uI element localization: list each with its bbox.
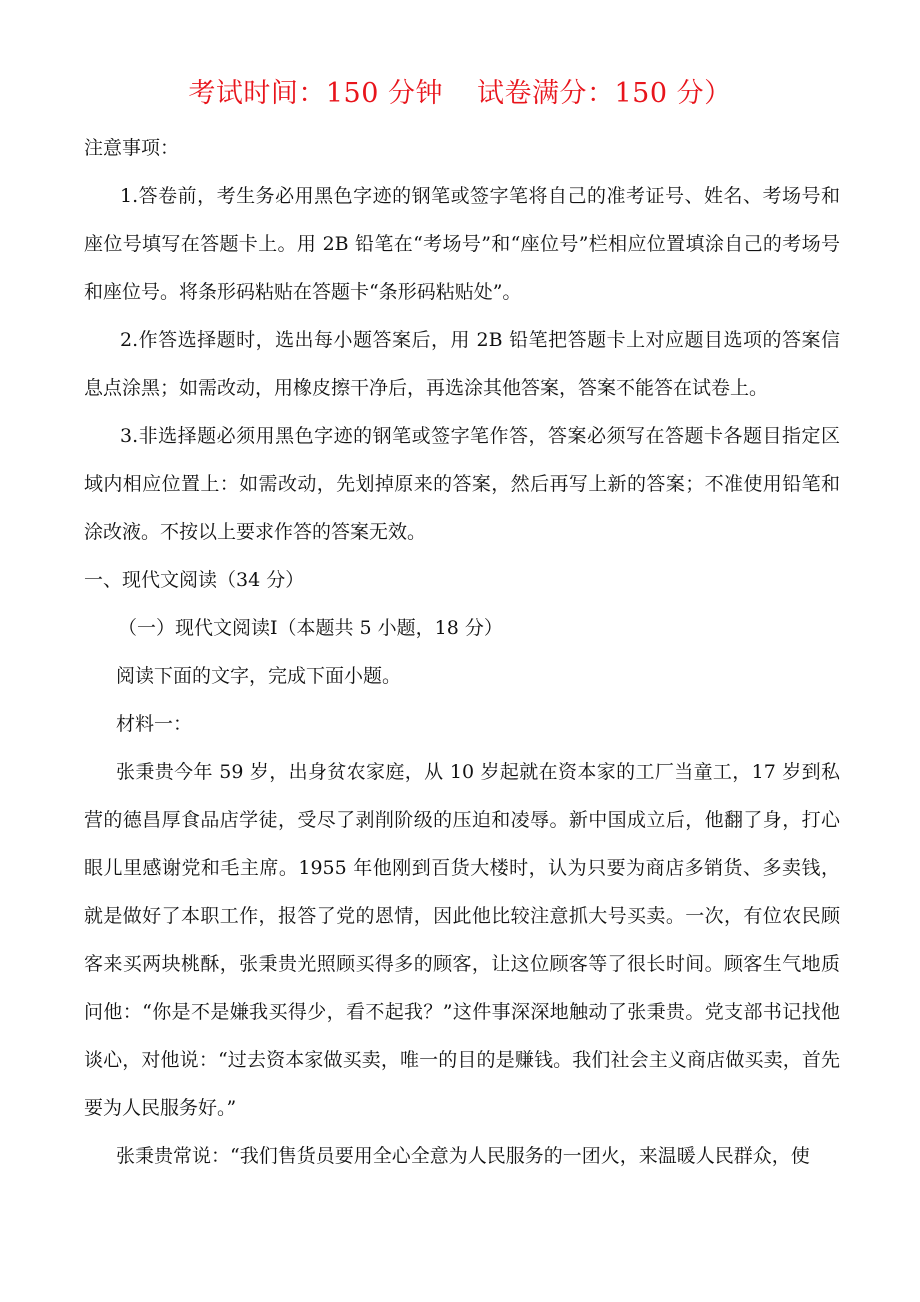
notice-item-1: 1.答卷前，考生务必用黑色字迹的钢笔或签字笔将自己的准考证号、姓名、考场号和座位号填写在答题卡上。用 2B 铅笔在“考场号”和“座位号”栏相应位置填涂自己的考场号和座位号。将条形码粘贴在答题卡“条形码粘贴处”。 [84, 185, 840, 303]
document-body [84, 124, 840, 1180]
material-paragraph-2: 张秉贵常说：“我们售货员要用全心全意为人民服务的一团火，来温暖人民群众，使 [116, 1145, 810, 1167]
reading-instruction: 阅读下面的文字，完成下面小题。 [116, 665, 402, 687]
material-label: 材料一： [116, 713, 193, 735]
exam-full-score: 试卷满分：150 分） [477, 78, 732, 109]
material-paragraph-1: 张秉贵今年 59 岁，出身贫农家庭，从 10 岁起就在资本家的工厂当童工，17 岁到私营的德昌厚食品店学徒，受尽了剥削阶级的压迫和凌辱。新中国成立后，他翻了身，打心眼儿里感谢党和毛主席。1955 年他刚到百货大楼时，认为只要为商店多销货、多卖钱，就是做好了本职工作，报答了党的恩情，因此他比较注意抓大号买卖。一次，有位农民顾客来买两块桃酥，张秉贵光照顾买得多的顾客，让这位顾客等了很长时间。顾客生气地质问他：“你是不是嫌我买得少，看不起我？”这件事深深地触动了张秉贵。党支部书记找他谈心，对他说：“过去资本家做买卖，唯一的目的是赚钱。我们社会主义商店做买卖，首先要为人民服务好。” [84, 761, 840, 1119]
notice-item-2: 2.作答选择题时，选出每小题答案后，用 2B 铅笔把答题卡上对应题目选项的答案信息点涂黑；如需改动，用橡皮擦干净后，再选涂其他答案，答案不能答在试卷上。 [84, 329, 840, 399]
exam-title [0, 74, 920, 114]
notice-item-3: 3.非选择题必须用黑色字迹的钢笔或签字笔作答，答案必须写在答题卡各题目指定区域内相应位置上：如需改动，先划掉原来的答案，然后再写上新的答案；不准使用铅笔和涂改液。不按以上要求作答的答案无效。 [84, 425, 840, 543]
exam-time: 考试时间：150 分钟 [188, 78, 443, 109]
notice-heading: 注意事项： [84, 137, 180, 159]
subsection-heading: （一）现代文阅读Ⅰ（本题共 5 小题，18 分） [118, 617, 503, 639]
section-heading: 一、现代文阅读（34 分） [84, 569, 305, 591]
